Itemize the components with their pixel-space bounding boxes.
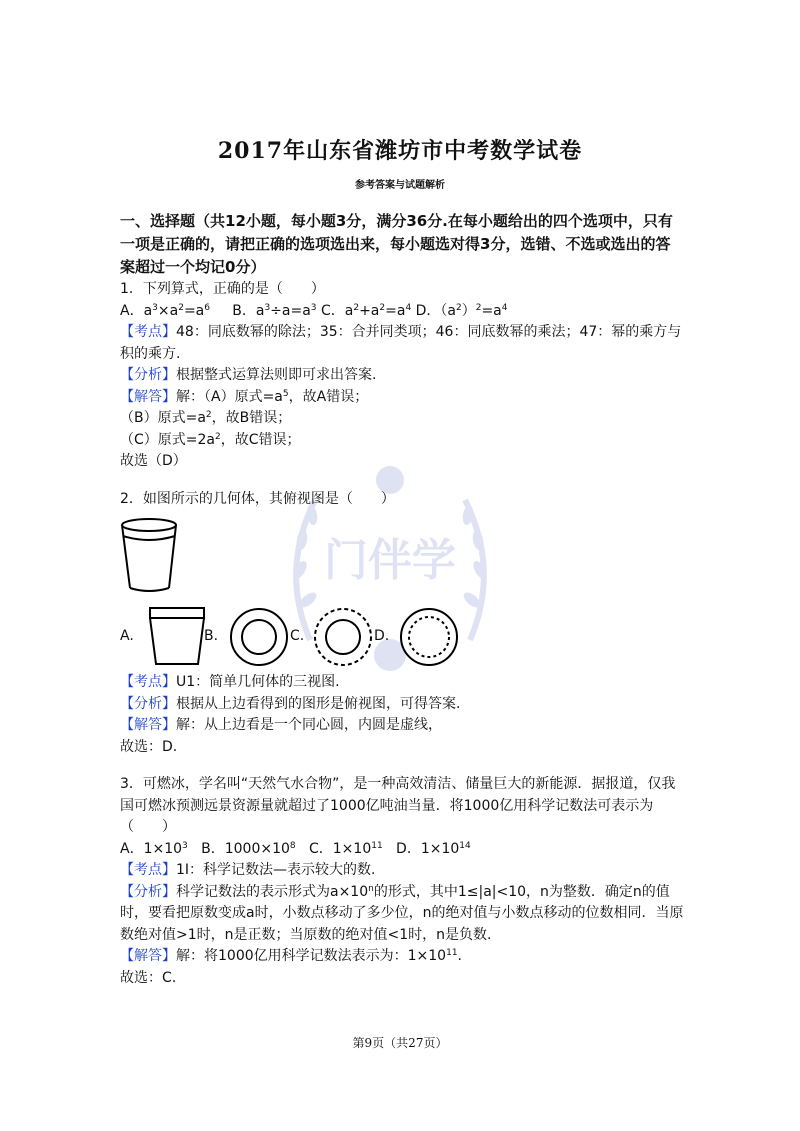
q2-kaodian: 【考点】U1：简单几何体的三视图. xyxy=(120,674,340,690)
cup-solid-icon xyxy=(120,516,180,596)
q2-fenxi: 【分析】根据从上边看得到的图形是俯视图，可得答案. xyxy=(120,695,461,712)
q3-fenxi: 【分析】科学记数法的表示形式为$a\times 10^n$的形式，其中1≤|a|<10，n为整数．确定n的值时，要看把原数变成a时，小数点移动了多少位，n的绝对值与小数点移动的位数相同．当原数绝对值>1时，n是正数；当原数的绝对值<1时，n是负数. xyxy=(120,883,684,943)
q2-option-c-label: C. xyxy=(290,628,305,644)
q3-answer: 故选：C. xyxy=(120,969,177,986)
q2-jieda: 【解答】解：从上边看是一个同心圆，内圆是虚线， xyxy=(120,717,442,733)
q1-answer: 故选（D） xyxy=(120,453,187,469)
section-heading: 一、选择题（共12小题，每小题3分，满分36分.在每小题给出的四个选项中，只有一项是正确的，请把正确的选项选出来，每小题选对得3分，选错、不选或选出的答案超过一个均记0分） xyxy=(120,212,673,276)
q1-stem: 1．下列算式，正确的是（ ） xyxy=(120,281,325,297)
q2-option-d-label: D. xyxy=(374,628,390,644)
q1-jieda-b: （B）原式$=a^2$，故B错误； xyxy=(120,410,292,426)
q2-solid-figure xyxy=(120,510,685,602)
q3-option-a: A．$1\times 10^3$ xyxy=(120,840,188,857)
q1-option-b: B．$a^3\div a=a^3$ xyxy=(232,302,317,319)
document-body xyxy=(120,210,685,989)
q3-options xyxy=(120,839,685,861)
q1-option-a: A．$a^3\times a^2=a^6$ xyxy=(120,302,210,319)
svg-text:门伴学: 门伴学 xyxy=(324,535,456,586)
option-c-dashed-outer-circle-icon xyxy=(312,606,374,668)
q1-option-d: D．$(a^2)^2=a^4$ xyxy=(415,302,508,319)
question-2 xyxy=(120,489,685,759)
q2-option-a-label: A. xyxy=(120,628,134,644)
q3-jieda: 【解答】解：将1000亿用科学记数法表示为：$1\times 10^{11}$. xyxy=(120,948,462,964)
page-subtitle: 参考答案与试题解析 xyxy=(355,180,445,191)
q2-option-b-label: B. xyxy=(204,628,219,644)
page-title: 2017年山东省潍坊市中考数学试卷 xyxy=(217,138,583,164)
q1-options xyxy=(120,301,685,323)
q3-stem: 3．可燃冰，学名叫“天然气水合物”，是一种高效清洁、储量巨大的新能源．据报道，仅我国可燃冰预测远景资源量就超过了1000亿吨油当量．将1000亿用科学记数法可表示为（ ） xyxy=(120,776,676,835)
option-a-trapezoid-icon xyxy=(146,606,208,668)
q2-answer: 故选：D. xyxy=(120,738,178,755)
q1-jieda: 【解答】解：（A）原式$=a^5$，故A错误； xyxy=(120,388,369,405)
q2-options xyxy=(120,602,685,672)
option-b-concentric-circles-icon xyxy=(228,606,290,668)
q3-option-b: B．$1000\times 10^8$ xyxy=(201,840,296,857)
q2-stem: 2．如图所示的几何体，其俯视图是（ ） xyxy=(120,490,395,507)
q1-jieda-c: （C）原式$=2a^2$，故C错误； xyxy=(120,431,301,448)
page-footer: 第9页（共27页） xyxy=(352,1036,448,1050)
q3-option-c: C．$1\times 10^{11}$ xyxy=(309,840,383,857)
q1-kaodian: 【考点】48：同底数幂的除法；35：合并同类项；46：同底数幂的乘法；47：幂的乘方与积的乘方. xyxy=(120,324,682,362)
q1-option-c: C．$a^2+a^2=a^4$ xyxy=(320,302,412,319)
question-1 xyxy=(120,279,685,473)
q3-kaodian: 【考点】1I：科学记数法—表示较大的数. xyxy=(120,862,376,878)
option-d-dashed-inner-circle-icon xyxy=(398,606,460,668)
q1-fenxi: 【分析】根据整式运算法则即可求出答案. xyxy=(120,367,377,383)
question-3 xyxy=(120,774,685,989)
q3-option-d: D．$1\times 10^{14}$ xyxy=(396,840,471,857)
